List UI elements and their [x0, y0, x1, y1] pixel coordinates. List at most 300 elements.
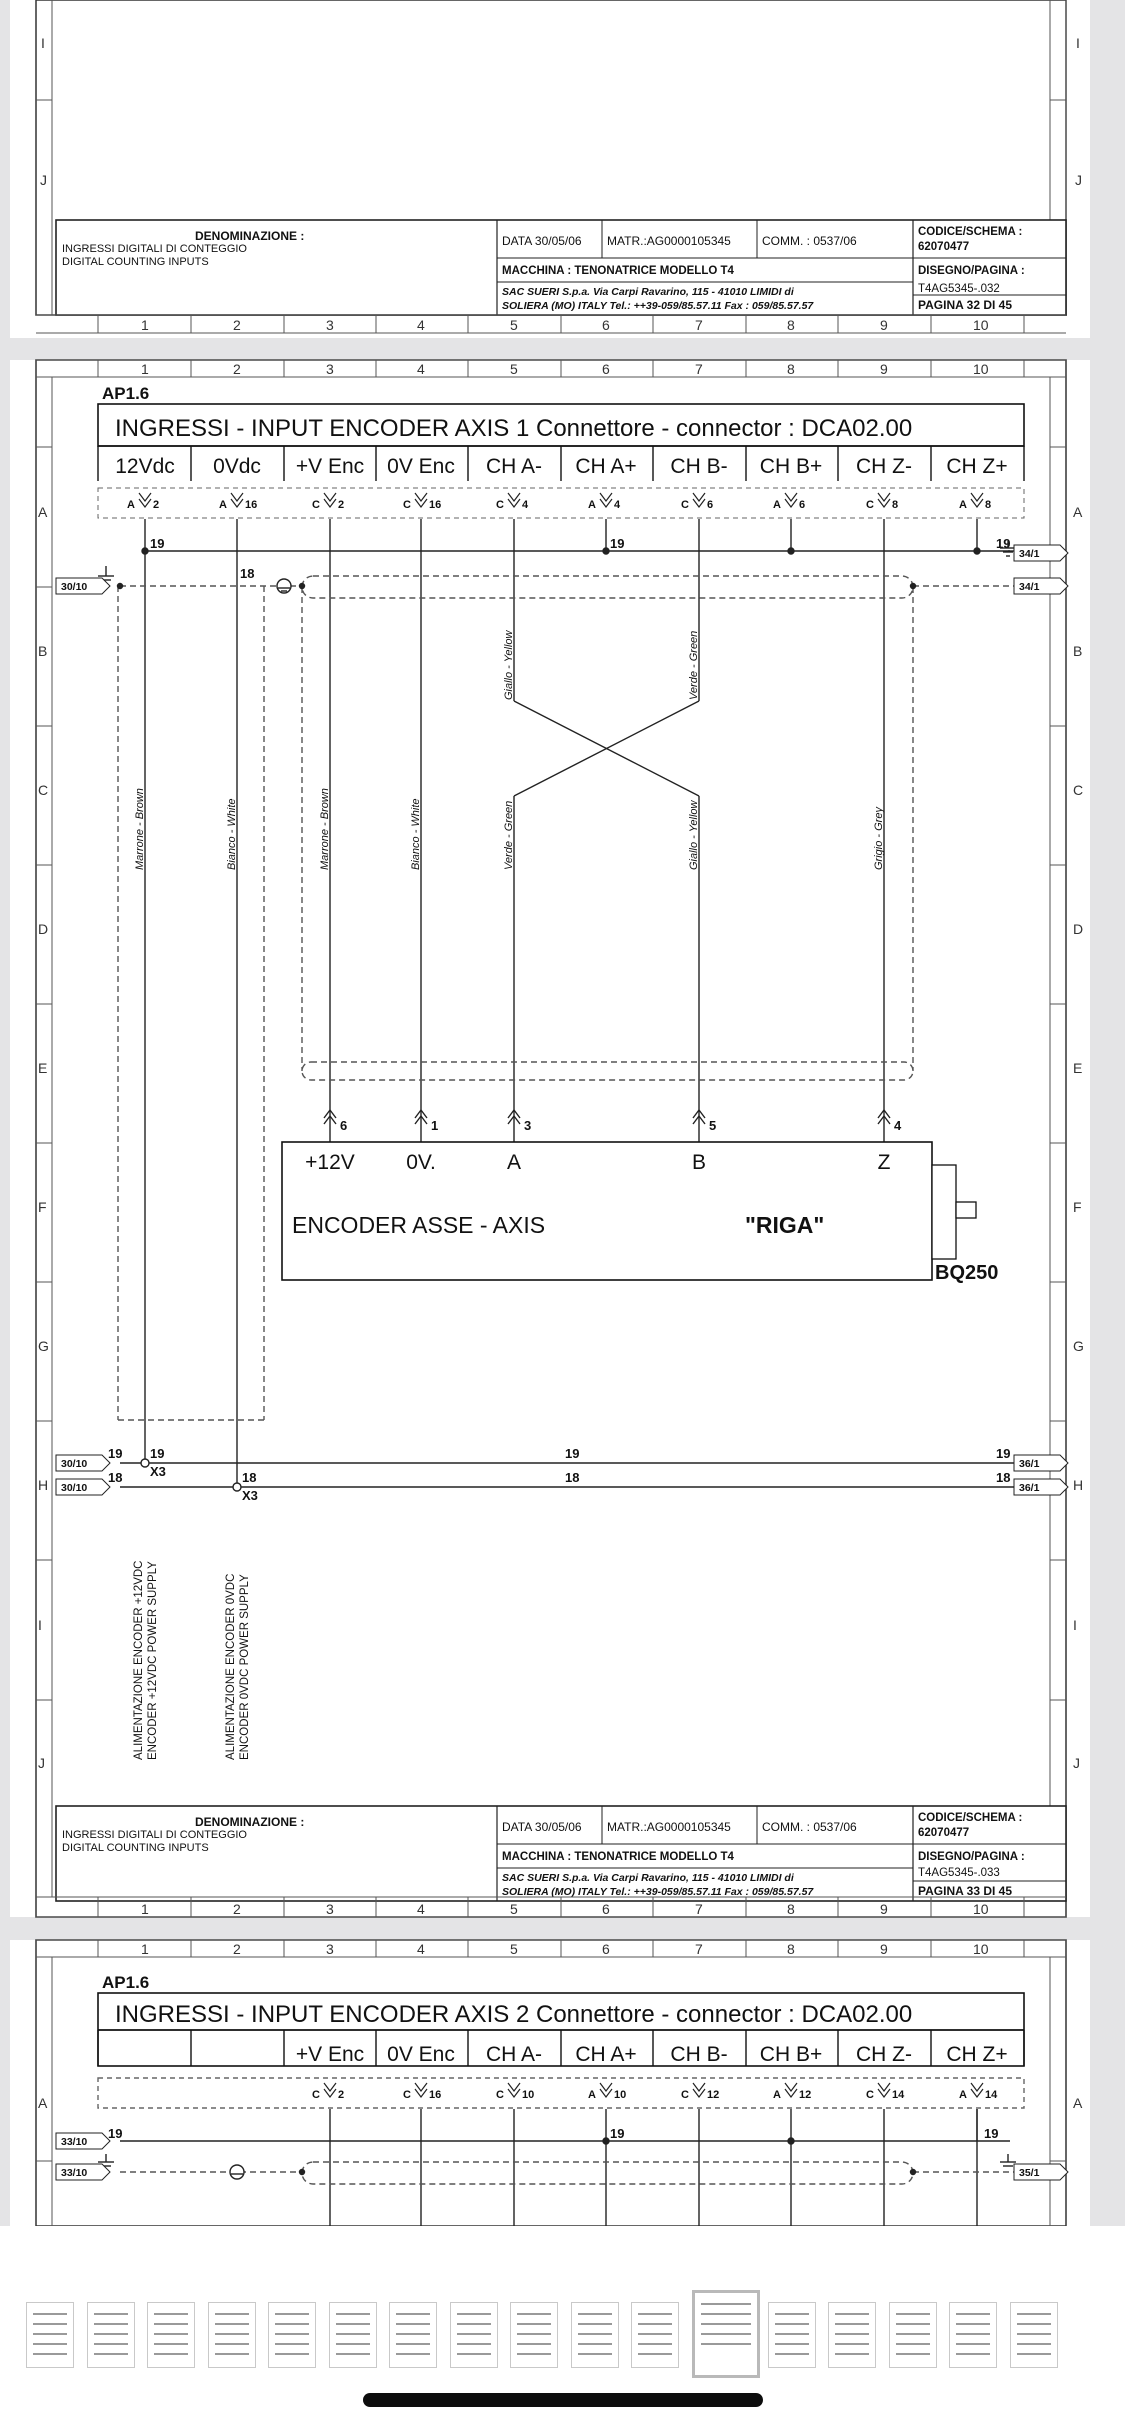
row-label-F: F: [38, 1199, 47, 1215]
thumbnail-line: [215, 2353, 249, 2355]
thumbnail-line: [215, 2333, 249, 2335]
page-thumbnail[interactable]: [87, 2302, 135, 2368]
denominazione-it: INGRESSI DIGITALI DI CONTEGGIO: [62, 1829, 247, 1841]
sheet-page-34: [10, 1940, 1090, 2226]
wire-color-label: Verde - Green: [688, 630, 700, 700]
column-label-7: 7: [695, 317, 703, 333]
column-label-5: 5: [510, 317, 518, 333]
page-thumbnail[interactable]: [510, 2302, 558, 2368]
thumbnail-line: [775, 2313, 809, 2315]
address-line-2: SOLIERA (MO) ITALY Tel.: ++39-059/85.57.11 Fax : 059/85.57.57: [502, 1886, 814, 1898]
wire-number: 18: [996, 1470, 1011, 1485]
thumbnail-line: [336, 2353, 370, 2355]
wire-number: 19: [610, 536, 625, 551]
signal-label: CH A-: [485, 455, 543, 478]
thumbnail-line: [336, 2343, 370, 2345]
wire-number: 19: [996, 536, 1011, 551]
column-label-5: 5: [510, 361, 518, 377]
page-reference-label: 30/10: [61, 581, 88, 593]
wire-color-label: Verde - Green: [503, 800, 515, 870]
thumbnail-line: [1017, 2313, 1051, 2315]
column-label-4: 4: [417, 1901, 425, 1917]
row-label-F-right: F: [1073, 1199, 1082, 1215]
page-thumbnail[interactable]: [571, 2302, 619, 2368]
thumbnail-line: [94, 2323, 128, 2325]
disegno-value: T4AG5345-.032: [918, 283, 1000, 295]
wire-color-label: Giallo - Yellow: [503, 630, 515, 700]
page-thumbnail[interactable]: [329, 2302, 377, 2368]
page-thumbnail[interactable]: [147, 2302, 195, 2368]
thumbnail-line: [215, 2313, 249, 2315]
pin-bank: C: [403, 499, 411, 511]
denominazione-label: DENOMINAZIONE :: [195, 229, 305, 243]
page-reference-label: 34/1: [1019, 581, 1040, 593]
page-reference-label: 35/1: [1019, 2167, 1040, 2179]
encoder-pin-number: 4: [894, 1118, 902, 1133]
ground-symbol: [230, 2165, 244, 2179]
thumbnail-line: [33, 2333, 67, 2335]
encoder-tag: BQ250: [935, 1262, 999, 1284]
signal-label: +V Enc: [295, 2043, 365, 2066]
pin-bank: A: [773, 499, 781, 511]
row-label-J: J: [40, 172, 47, 188]
supply-0v-it: ALIMENTAZIONE ENCODER 0VDC: [225, 1573, 237, 1760]
ap-label: AP1.6: [102, 1973, 150, 1992]
thumbnail-line: [154, 2353, 188, 2355]
comm-field: COMM. : 0537/06: [762, 1820, 857, 1834]
codice-label: CODICE/SCHEMA :: [918, 1812, 1023, 1824]
macchina-field: MACCHINA : TENONATRICE MODELLO T4: [502, 1851, 734, 1863]
row-label-E-right: E: [1073, 1060, 1083, 1076]
thumbnail-line: [1017, 2353, 1051, 2355]
thumbnail-line: [275, 2313, 309, 2315]
title-block-33: [56, 1806, 1066, 1901]
pin-number: 10: [614, 2089, 627, 2101]
encoder-terminal-label: A: [506, 1151, 522, 1174]
page-thumbnail[interactable]: [768, 2302, 816, 2368]
wire-number: 19: [610, 2126, 625, 2141]
pin-bank: A: [959, 499, 967, 511]
row-label-J-right: J: [1075, 172, 1082, 188]
supply-12v-it: ALIMENTAZIONE ENCODER +12VDC: [133, 1560, 145, 1760]
connector-title: INGRESSI - INPUT ENCODER AXIS 1 Connettore - connector : DCA02.00: [115, 415, 913, 442]
column-label-2: 2: [233, 1941, 241, 1957]
thumbnail-line: [578, 2353, 612, 2355]
column-label-6: 6: [602, 1901, 610, 1917]
thumbnail-line: [701, 2303, 751, 2305]
thumbnail-line: [578, 2343, 612, 2345]
thumbnail-line: [835, 2343, 869, 2345]
column-label-7: 7: [695, 361, 703, 377]
thumbnail-line: [457, 2333, 491, 2335]
pin-number: 4: [522, 499, 529, 511]
column-label-8: 8: [787, 317, 795, 333]
thumbnail-line: [578, 2313, 612, 2315]
page-thumbnail[interactable]: [631, 2302, 679, 2368]
pagina-field: PAGINA 33 DI 45: [918, 1884, 1013, 1898]
thumbnail-line: [638, 2353, 672, 2355]
comm-field: COMM. : 0537/06: [762, 234, 857, 248]
thumbnail-line: [94, 2353, 128, 2355]
page-thumbnail[interactable]: [949, 2302, 997, 2368]
column-label-1: 1: [141, 317, 149, 333]
thumbnail-line: [835, 2353, 869, 2355]
macchina-field: MACCHINA : TENONATRICE MODELLO T4: [502, 265, 734, 277]
thumbnail-line: [775, 2323, 809, 2325]
row-label-G: G: [38, 1338, 49, 1354]
encoder-terminal-label: 0V.: [406, 1151, 436, 1174]
home-indicator[interactable]: [363, 2393, 763, 2407]
thumbnail-line: [701, 2333, 751, 2335]
thumbnail-line: [896, 2343, 930, 2345]
column-label-9: 9: [880, 361, 888, 377]
wire-number: 19: [150, 1446, 165, 1461]
column-label-10: 10: [973, 1941, 989, 1957]
thumbnail-line: [578, 2333, 612, 2335]
pin-number: 10: [522, 2089, 535, 2101]
thumbnail-line: [396, 2353, 430, 2355]
matr-field: MATR.:AG0000105345: [607, 234, 731, 248]
encoder-riga: "RIGA": [745, 1212, 825, 1238]
pin-bank: C: [681, 2089, 689, 2101]
thumbnail-line: [517, 2333, 551, 2335]
thumbnail-line: [457, 2313, 491, 2315]
pin-number: 2: [338, 499, 345, 511]
wire-number: 18: [242, 1470, 257, 1485]
signal-label: 0V Enc: [387, 2043, 455, 2066]
page-reference-label: 33/10: [61, 2136, 88, 2148]
wire-color-label: Grigio - Grey: [873, 807, 885, 870]
signal-label: 12Vdc: [115, 455, 175, 478]
signal-label: CH B+: [759, 2043, 823, 2066]
thumbnail-line: [396, 2323, 430, 2325]
row-label-D-right: D: [1073, 921, 1084, 937]
thumbnail-line: [154, 2313, 188, 2315]
wire-number: 18: [565, 1470, 580, 1485]
thumbnail-line: [154, 2343, 188, 2345]
row-label-C: C: [38, 782, 49, 798]
page-thumbnail[interactable]: [26, 2302, 74, 2368]
pin-number: 2: [153, 499, 160, 511]
thumbnail-line: [1017, 2323, 1051, 2325]
denominazione-en: DIGITAL COUNTING INPUTS: [62, 1842, 209, 1854]
column-label-10: 10: [973, 1901, 989, 1917]
title-block: [56, 220, 1066, 315]
thumbnail-line: [336, 2333, 370, 2335]
encoder-pin-number: 5: [709, 1118, 717, 1133]
thumbnail-line: [701, 2343, 751, 2345]
column-label-3: 3: [326, 361, 334, 377]
thumbnail-line: [896, 2333, 930, 2335]
column-label-6: 6: [602, 317, 610, 333]
thumbnail-line: [896, 2323, 930, 2325]
signal-label: CH B+: [759, 455, 823, 478]
row-label-B: B: [38, 643, 48, 659]
thumbnail-line: [94, 2333, 128, 2335]
pin-bank: C: [312, 2089, 320, 2101]
column-label-9: 9: [880, 1941, 888, 1957]
disegno-label: DISEGNO/PAGINA :: [918, 1851, 1025, 1863]
signal-label: 0Vdc: [213, 455, 261, 478]
wire-color-label: Giallo - Yellow: [688, 800, 700, 870]
thumbnail-line: [775, 2353, 809, 2355]
thumbnail-line: [1017, 2333, 1051, 2335]
connector-title: INGRESSI - INPUT ENCODER AXIS 2 Connettore - connector : DCA02.00: [115, 2001, 913, 2028]
thumbnail-line: [956, 2353, 990, 2355]
disegno-label: DISEGNO/PAGINA :: [918, 265, 1025, 277]
thumbnail-line: [835, 2313, 869, 2315]
row-label-A: A: [38, 504, 48, 520]
wire-color-label: Marrone - Brown: [319, 788, 331, 870]
thumbnail-line: [896, 2313, 930, 2315]
signal-label: 0V Enc: [387, 455, 455, 478]
page-thumbnail[interactable]: [1010, 2302, 1058, 2368]
page-thumbnail[interactable]: [692, 2290, 760, 2378]
signal-label: CH A+: [575, 2043, 637, 2066]
pin-number: 16: [429, 499, 442, 511]
column-label-6: 6: [602, 361, 610, 377]
wire-number: 19: [565, 1446, 580, 1461]
column-label-4: 4: [417, 317, 425, 333]
column-label-2: 2: [233, 1901, 241, 1917]
column-label-4: 4: [417, 1941, 425, 1957]
row-label-H: H: [38, 1477, 49, 1493]
signal-label: CH B-: [670, 2043, 728, 2066]
pin-number: 16: [429, 2089, 442, 2101]
pin-number: 6: [707, 499, 714, 511]
wire-color-label: Marrone - Brown: [134, 788, 146, 870]
row-label-G-right: G: [1073, 1338, 1084, 1354]
codice-label: CODICE/SCHEMA :: [918, 226, 1023, 238]
thumbnail-line: [154, 2333, 188, 2335]
row-label-J-right: J: [1073, 1755, 1080, 1771]
thumbnail-line: [517, 2313, 551, 2315]
column-label-9: 9: [880, 1901, 888, 1917]
thumbnail-line: [638, 2323, 672, 2325]
thumbnail-line: [956, 2343, 990, 2345]
wire-number: 19: [984, 2126, 999, 2141]
thumbnail-line: [94, 2313, 128, 2315]
signal-label: CH Z-: [856, 2043, 912, 2066]
column-label-3: 3: [326, 1901, 334, 1917]
page-thumbnail[interactable]: [828, 2302, 876, 2368]
column-label-7: 7: [695, 1941, 703, 1957]
thumbnail-line: [517, 2353, 551, 2355]
connector-header: [98, 404, 1024, 481]
page-thumbnail[interactable]: [268, 2302, 316, 2368]
pin-number: 6: [799, 499, 806, 511]
thumbnail-line: [275, 2343, 309, 2345]
signal-label: +V Enc: [295, 455, 365, 478]
thumbnail-line: [396, 2313, 430, 2315]
pin-bank: C: [681, 499, 689, 511]
signal-label: CH Z+: [946, 455, 1008, 478]
thumbnail-line: [215, 2343, 249, 2345]
column-label-7: 7: [695, 1901, 703, 1917]
pin-bank: C: [496, 2089, 504, 2101]
row-label-H-right: H: [1073, 1477, 1084, 1493]
signal-label: CH A-: [485, 2043, 543, 2066]
pin-bank: C: [496, 499, 504, 511]
thumbnail-line: [457, 2323, 491, 2325]
row-label-A-right: A: [1073, 2095, 1083, 2111]
pin-bank: A: [588, 499, 596, 511]
supply-0v-en: ENCODER 0VDC POWER SUPPLY: [239, 1574, 251, 1760]
address-line-2: SOLIERA (MO) ITALY Tel.: ++39-059/85.57.11 Fax : 059/85.57.57: [502, 300, 814, 312]
thumbnail-line: [33, 2353, 67, 2355]
wire-color-label: Bianco - White: [410, 798, 422, 870]
row-label-C-right: C: [1073, 782, 1084, 798]
row-label-I-right: I: [1076, 35, 1080, 51]
pin-bank: A: [588, 2089, 596, 2101]
signal-label: CH A+: [575, 455, 637, 478]
page-thumbnail[interactable]: [389, 2302, 437, 2368]
thumbnail-line: [336, 2323, 370, 2325]
column-label-9: 9: [880, 317, 888, 333]
codice-value: 62070477: [918, 1827, 970, 1839]
data-field: DATA 30/05/06: [502, 1820, 582, 1834]
thumbnail-line: [457, 2353, 491, 2355]
sheet-page-32: [10, 0, 1090, 338]
page-thumbnail[interactable]: [450, 2302, 498, 2368]
column-label-2: 2: [233, 361, 241, 377]
row-label-B-right: B: [1073, 643, 1083, 659]
pin-bank: A: [127, 499, 135, 511]
thumbnail-line: [835, 2323, 869, 2325]
address-line-1: SAC SUERI S.p.a. Via Carpi Ravarino, 115 - 41010 LIMIDI di: [502, 1872, 794, 1884]
pin-bank: C: [866, 2089, 874, 2101]
thumbnail-line: [396, 2333, 430, 2335]
thumbnail-line: [94, 2343, 128, 2345]
data-field: DATA 30/05/06: [502, 234, 582, 248]
row-label-A-right: A: [1073, 504, 1083, 520]
thumbnail-line: [956, 2323, 990, 2325]
column-label-1: 1: [141, 361, 149, 377]
column-label-3: 3: [326, 1941, 334, 1957]
page-reference-label: 30/10: [61, 1458, 88, 1470]
thumbnail-line: [33, 2313, 67, 2315]
pin-number: 2: [338, 2089, 345, 2101]
thumbnail-line: [896, 2353, 930, 2355]
thumbnail-line: [956, 2333, 990, 2335]
pin-number: 12: [799, 2089, 812, 2101]
thumbnail-line: [775, 2333, 809, 2335]
ap-label: AP1.6: [102, 384, 150, 403]
page-reference-label: 33/10: [61, 2167, 88, 2179]
supply-12v-en: ENCODER +12VDC POWER SUPPLY: [147, 1561, 159, 1760]
wire-number: 19: [108, 2126, 123, 2141]
column-label-5: 5: [510, 1901, 518, 1917]
pin-bank: C: [866, 499, 874, 511]
pin-number: 14: [892, 2089, 905, 2101]
thumbnail-line: [275, 2353, 309, 2355]
denominazione-en: DIGITAL COUNTING INPUTS: [62, 256, 209, 268]
thumbnail-line: [275, 2333, 309, 2335]
wire-number: 19: [150, 536, 165, 551]
disegno-value: T4AG5345-.033: [918, 1867, 1000, 1879]
denominazione-label: DENOMINAZIONE :: [195, 1815, 305, 1829]
thumbnail-line: [956, 2313, 990, 2315]
column-label-10: 10: [973, 317, 989, 333]
thumbnail-line: [275, 2323, 309, 2325]
codice-value: 62070477: [918, 241, 970, 253]
column-label-3: 3: [326, 317, 334, 333]
thumbnail-line: [215, 2323, 249, 2325]
wire-number: 18: [240, 566, 255, 581]
row-label-A: A: [38, 2095, 48, 2111]
thumbnail-line: [638, 2313, 672, 2315]
thumbnail-line: [33, 2343, 67, 2345]
wire-number: 19: [996, 1446, 1011, 1461]
thumbnail-line: [517, 2323, 551, 2325]
signal-label: CH Z-: [856, 455, 912, 478]
pin-bank: C: [403, 2089, 411, 2101]
thumbnail-line: [701, 2313, 751, 2315]
matr-field: MATR.:AG0000105345: [607, 1820, 731, 1834]
column-label-4: 4: [417, 361, 425, 377]
thumbnail-line: [835, 2333, 869, 2335]
thumbnail-line: [775, 2343, 809, 2345]
row-label-D: D: [38, 921, 49, 937]
pin-number: 14: [985, 2089, 998, 2101]
column-label-8: 8: [787, 1941, 795, 1957]
wire-number: 19: [108, 1446, 123, 1461]
thumbnail-line: [638, 2343, 672, 2345]
pin-bank: A: [219, 499, 227, 511]
wire-number: 18: [108, 1470, 123, 1485]
thumbnail-line: [578, 2323, 612, 2325]
encoder-title: ENCODER ASSE - AXIS: [292, 1212, 546, 1238]
encoder-terminal-label: Z: [877, 1151, 891, 1174]
pagina-field: PAGINA 32 DI 45: [918, 298, 1013, 312]
sheet-page-33: [10, 360, 1090, 1917]
denominazione-it: INGRESSI DIGITALI DI CONTEGGIO: [62, 243, 247, 255]
terminal-label: X3: [150, 1464, 166, 1479]
pin-number: 8: [892, 499, 899, 511]
pin-number: 12: [707, 2089, 720, 2101]
row-label-I: I: [38, 1617, 42, 1633]
pin-bank: C: [312, 499, 320, 511]
page-thumbnail[interactable]: [208, 2302, 256, 2368]
column-label-2: 2: [233, 317, 241, 333]
thumbnail-line: [457, 2343, 491, 2345]
thumbnail-line: [638, 2333, 672, 2335]
column-label-5: 5: [510, 1941, 518, 1957]
page-thumbnail[interactable]: [889, 2302, 937, 2368]
encoder-pin-number: 1: [431, 1118, 439, 1133]
page-reference-label: 36/1: [1019, 1458, 1040, 1470]
thumbnail-line: [701, 2323, 751, 2325]
row-label-E: E: [38, 1060, 48, 1076]
pin-number: 16: [245, 499, 258, 511]
thumbnail-line: [1017, 2343, 1051, 2345]
row-label-I-right: I: [1073, 1617, 1077, 1633]
pin-bank: A: [959, 2089, 967, 2101]
signal-label: CH Z+: [946, 2043, 1008, 2066]
thumbnail-line: [154, 2323, 188, 2325]
row-label-I: I: [41, 35, 45, 51]
column-label-8: 8: [787, 1901, 795, 1917]
terminal-label: X3: [242, 1488, 258, 1503]
encoder-pin-number: 3: [524, 1118, 532, 1133]
page-reference-label: 34/1: [1019, 548, 1040, 560]
thumbnail-line: [396, 2343, 430, 2345]
page-reference-label: 36/1: [1019, 1482, 1040, 1494]
encoder-terminal-label: +12V: [305, 1151, 355, 1174]
page-reference-label: 30/10: [61, 1482, 88, 1494]
column-label-10: 10: [973, 361, 989, 377]
pin-number: 4: [614, 499, 621, 511]
